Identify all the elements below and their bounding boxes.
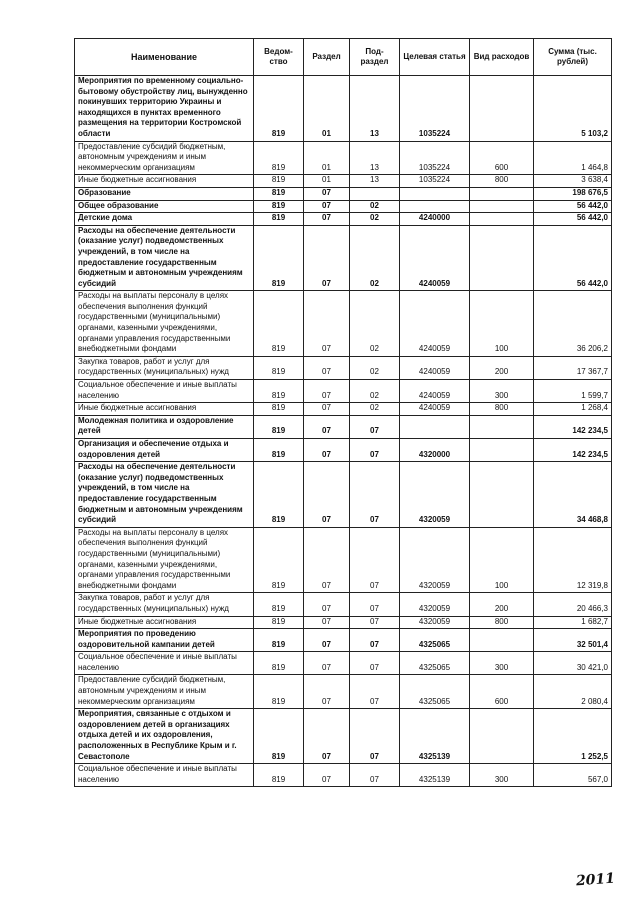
row-cel: 4240000 — [400, 213, 470, 226]
row-podrazdel: 02 — [350, 380, 400, 403]
row-name: Организация и обеспечение отдыха и оздоровления детей — [75, 439, 254, 462]
row-vid — [470, 76, 534, 142]
row-ved: 819 — [254, 291, 304, 357]
row-ved: 819 — [254, 764, 304, 787]
table-row — [75, 76, 612, 142]
row-cel: 4325139 — [400, 709, 470, 764]
row-podrazdel: 02 — [350, 356, 400, 379]
row-ved: 819 — [254, 356, 304, 379]
row-cel: 4325065 — [400, 652, 470, 675]
row-name: Расходы на выплаты персоналу в целях обеспечения выполнения функций государственными (муниципальными) органами, казенными учреждениями, органами управления государственными внебюджетными фондами — [75, 291, 254, 357]
row-podrazdel: 13 — [350, 76, 400, 142]
table-row — [75, 403, 612, 416]
row-vid — [470, 200, 534, 213]
row-podrazdel: 02 — [350, 213, 400, 226]
row-podrazdel: 07 — [350, 709, 400, 764]
row-podrazdel: 07 — [350, 652, 400, 675]
table-row — [75, 187, 612, 200]
row-ved: 819 — [254, 462, 304, 528]
row-podrazdel: 07 — [350, 593, 400, 616]
row-vid — [470, 709, 534, 764]
row-vid — [470, 462, 534, 528]
row-name: Предоставление субсидий бюджетным, автономным учреждениям и иным некоммерческим организациям — [75, 141, 254, 175]
row-cel: 4240059 — [400, 403, 470, 416]
row-cel: 4325139 — [400, 764, 470, 787]
row-name: Иные бюджетные ассигнования — [75, 403, 254, 416]
table-row — [75, 356, 612, 379]
table-row — [75, 200, 612, 213]
row-podrazdel: 07 — [350, 629, 400, 652]
row-summa: 32 501,4 — [534, 629, 612, 652]
row-podrazdel: 07 — [350, 439, 400, 462]
row-ved: 819 — [254, 709, 304, 764]
row-podrazdel: 02 — [350, 403, 400, 416]
row-name: Общее образование — [75, 200, 254, 213]
row-cel — [400, 200, 470, 213]
row-cel: 4320000 — [400, 439, 470, 462]
row-podrazdel: 07 — [350, 415, 400, 438]
row-name: Предоставление субсидий бюджетным, автономным учреждениям и иным некоммерческим организациям — [75, 675, 254, 709]
row-podrazdel: 07 — [350, 764, 400, 787]
row-razdel: 01 — [304, 141, 350, 175]
row-summa: 17 367,7 — [534, 356, 612, 379]
row-ved: 819 — [254, 175, 304, 188]
row-cel: 4240059 — [400, 380, 470, 403]
row-name: Расходы на обеспечение деятельности (оказание услуг) подведомственных учреждений, в том числе на предоставление государственным бюджетным и автономным учреждениям субсидий — [75, 462, 254, 528]
table-row — [75, 764, 612, 787]
row-summa: 56 442,0 — [534, 200, 612, 213]
row-name: Иные бюджетные ассигнования — [75, 175, 254, 188]
header-podrazdel: Под-раздел — [350, 39, 400, 76]
row-name: Закупка товаров, работ и услуг для государственных (муниципальных) нужд — [75, 356, 254, 379]
row-podrazdel: 07 — [350, 616, 400, 629]
budget-table — [74, 38, 612, 787]
row-ved: 819 — [254, 141, 304, 175]
row-cel: 4325065 — [400, 675, 470, 709]
row-razdel: 07 — [304, 593, 350, 616]
table-row — [75, 527, 612, 593]
row-podrazdel: 07 — [350, 675, 400, 709]
row-cel: 4320059 — [400, 593, 470, 616]
row-razdel: 07 — [304, 527, 350, 593]
row-summa: 56 442,0 — [534, 213, 612, 226]
row-vid — [470, 225, 534, 291]
row-summa: 56 442,0 — [534, 225, 612, 291]
row-razdel: 07 — [304, 709, 350, 764]
row-name: Социальное обеспечение и иные выплаты населению — [75, 380, 254, 403]
row-summa: 36 206,2 — [534, 291, 612, 357]
row-name: Социальное обеспечение и иные выплаты населению — [75, 764, 254, 787]
row-vid — [470, 415, 534, 438]
row-cel: 4240059 — [400, 356, 470, 379]
row-razdel: 07 — [304, 291, 350, 357]
row-summa: 142 234,5 — [534, 415, 612, 438]
row-cel: 4325065 — [400, 629, 470, 652]
row-razdel: 07 — [304, 652, 350, 675]
row-ved: 819 — [254, 593, 304, 616]
row-ved: 819 — [254, 439, 304, 462]
row-summa: 20 466,3 — [534, 593, 612, 616]
row-razdel: 07 — [304, 213, 350, 226]
row-razdel: 07 — [304, 462, 350, 528]
row-vid — [470, 213, 534, 226]
row-razdel: 07 — [304, 616, 350, 629]
row-razdel: 07 — [304, 380, 350, 403]
row-podrazdel: 02 — [350, 225, 400, 291]
row-name: Молодежная политика и оздоровление детей — [75, 415, 254, 438]
row-ved: 819 — [254, 225, 304, 291]
row-cel: 1035224 — [400, 76, 470, 142]
row-cel — [400, 415, 470, 438]
row-summa: 1 252,5 — [534, 709, 612, 764]
row-summa: 1 464,8 — [534, 141, 612, 175]
row-cel: 4320059 — [400, 462, 470, 528]
row-summa: 142 234,5 — [534, 439, 612, 462]
row-ved: 819 — [254, 616, 304, 629]
row-ved: 819 — [254, 380, 304, 403]
row-name: Детские дома — [75, 213, 254, 226]
row-cel — [400, 187, 470, 200]
table-row — [75, 415, 612, 438]
row-ved: 819 — [254, 200, 304, 213]
row-podrazdel: 07 — [350, 462, 400, 528]
row-summa: 12 319,8 — [534, 527, 612, 593]
row-podrazdel — [350, 187, 400, 200]
row-summa: 198 676,5 — [534, 187, 612, 200]
row-name: Социальное обеспечение и иные выплаты населению — [75, 652, 254, 675]
row-summa: 3 638,4 — [534, 175, 612, 188]
row-name: Мероприятия по проведению оздоровительной кампании детей — [75, 629, 254, 652]
row-podrazdel: 02 — [350, 200, 400, 213]
row-ved: 819 — [254, 187, 304, 200]
table-row — [75, 462, 612, 528]
row-razdel: 07 — [304, 629, 350, 652]
table-row — [75, 291, 612, 357]
row-ved: 819 — [254, 403, 304, 416]
row-name: Иные бюджетные ассигнования — [75, 616, 254, 629]
row-name: Расходы на обеспечение деятельности (оказание услуг) подведомственных учреждений, в том числе на предоставление государственным бюджетным и автономным учреждениям субсидий — [75, 225, 254, 291]
row-vid: 100 — [470, 291, 534, 357]
page-number-handwritten: 2011 — [575, 870, 616, 890]
row-razdel: 07 — [304, 225, 350, 291]
header-ved: Ведом-ство — [254, 39, 304, 76]
row-vid: 300 — [470, 652, 534, 675]
row-name: Закупка товаров, работ и услуг для государственных (муниципальных) нужд — [75, 593, 254, 616]
row-razdel: 07 — [304, 187, 350, 200]
row-cel: 4240059 — [400, 291, 470, 357]
row-vid: 600 — [470, 675, 534, 709]
row-name: Образование — [75, 187, 254, 200]
header-summa: Сумма (тыс. рублей) — [534, 39, 612, 76]
table-row — [75, 629, 612, 652]
row-vid: 200 — [470, 593, 534, 616]
row-vid — [470, 439, 534, 462]
row-cel: 4320059 — [400, 527, 470, 593]
row-razdel: 07 — [304, 356, 350, 379]
row-name: Мероприятия по временному социально-бытовому обустройству лиц, вынужденно покинувших территорию Украины и находящихся в пунктах временного размещения на территории Костромской области — [75, 76, 254, 142]
row-ved: 819 — [254, 527, 304, 593]
header-cel: Целевая статья — [400, 39, 470, 76]
row-ved: 819 — [254, 213, 304, 226]
row-summa: 2 080,4 — [534, 675, 612, 709]
row-summa: 1 268,4 — [534, 403, 612, 416]
row-cel: 1035224 — [400, 141, 470, 175]
row-ved: 819 — [254, 629, 304, 652]
row-podrazdel: 13 — [350, 141, 400, 175]
row-ved: 819 — [254, 415, 304, 438]
table-row — [75, 213, 612, 226]
header-razdel: Раздел — [304, 39, 350, 76]
row-vid: 100 — [470, 527, 534, 593]
row-summa: 34 468,8 — [534, 462, 612, 528]
row-vid: 300 — [470, 764, 534, 787]
row-podrazdel: 13 — [350, 175, 400, 188]
row-vid: 300 — [470, 380, 534, 403]
row-ved: 819 — [254, 652, 304, 675]
header-name: Наименование — [75, 39, 254, 76]
row-razdel: 07 — [304, 764, 350, 787]
row-razdel: 07 — [304, 200, 350, 213]
table-row — [75, 141, 612, 175]
row-vid — [470, 629, 534, 652]
row-podrazdel: 07 — [350, 527, 400, 593]
row-vid: 200 — [470, 356, 534, 379]
row-vid: 800 — [470, 616, 534, 629]
row-cel: 4240059 — [400, 225, 470, 291]
row-ved: 819 — [254, 675, 304, 709]
row-vid: 600 — [470, 141, 534, 175]
row-summa: 567,0 — [534, 764, 612, 787]
header-row — [75, 39, 612, 76]
row-summa: 1 599,7 — [534, 380, 612, 403]
row-vid: 800 — [470, 403, 534, 416]
row-razdel: 07 — [304, 675, 350, 709]
row-summa: 30 421,0 — [534, 652, 612, 675]
table-row — [75, 593, 612, 616]
table-row — [75, 225, 612, 291]
table-row — [75, 652, 612, 675]
table-row — [75, 439, 612, 462]
row-razdel: 01 — [304, 175, 350, 188]
row-razdel: 07 — [304, 415, 350, 438]
row-razdel: 07 — [304, 439, 350, 462]
table-row — [75, 675, 612, 709]
row-name: Мероприятия, связанные с отдыхом и оздоровлением детей в организациях отдыха детей и их оздоровления, расположенных в Республике Крым и г. Севастополе — [75, 709, 254, 764]
row-ved: 819 — [254, 76, 304, 142]
row-cel: 1035224 — [400, 175, 470, 188]
row-cel: 4320059 — [400, 616, 470, 629]
table-row — [75, 616, 612, 629]
row-vid — [470, 187, 534, 200]
row-vid: 800 — [470, 175, 534, 188]
table-row — [75, 380, 612, 403]
row-razdel: 01 — [304, 76, 350, 142]
row-summa: 1 682,7 — [534, 616, 612, 629]
row-summa: 5 103,2 — [534, 76, 612, 142]
row-name: Расходы на выплаты персоналу в целях обеспечения выполнения функций государственными (муниципальными) органами, казенными учреждениями, органами управления государственными внебюджетными фондами — [75, 527, 254, 593]
table-row — [75, 709, 612, 764]
header-vid: Вид расходов — [470, 39, 534, 76]
row-podrazdel: 02 — [350, 291, 400, 357]
table-row — [75, 175, 612, 188]
row-razdel: 07 — [304, 403, 350, 416]
